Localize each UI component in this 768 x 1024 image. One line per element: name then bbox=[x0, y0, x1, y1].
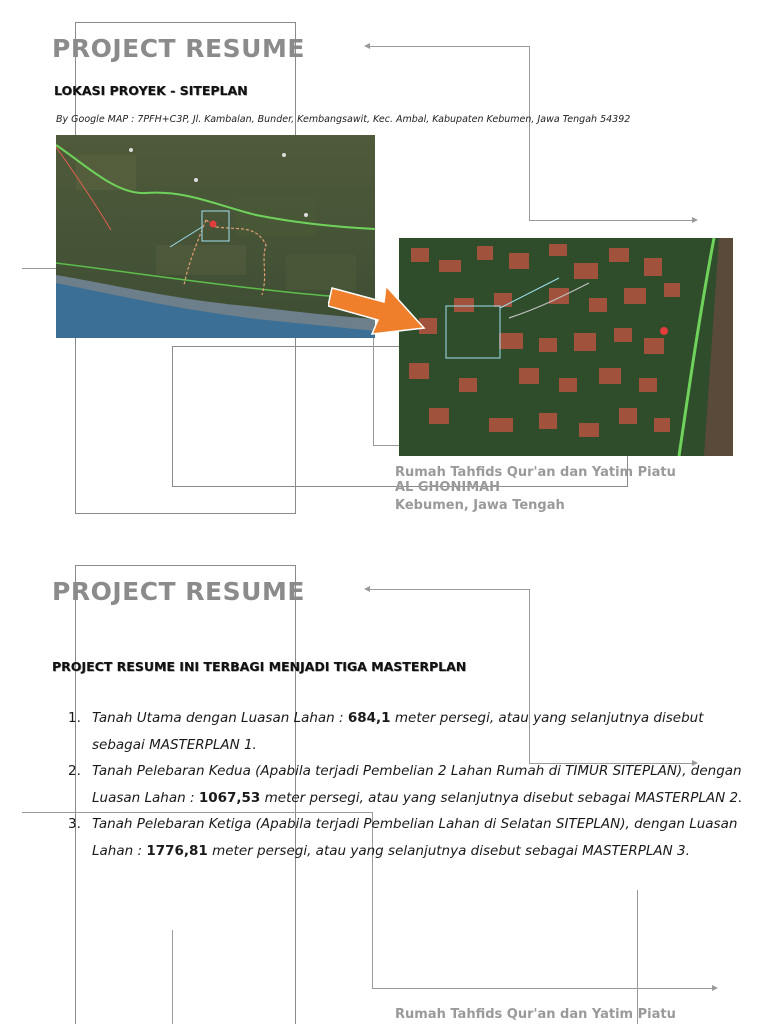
decor-line bbox=[370, 46, 530, 47]
site-location-pin bbox=[210, 221, 217, 228]
list-item-text: Tanah Utama dengan Luasan Lahan : bbox=[92, 710, 348, 726]
decor-line bbox=[373, 445, 399, 446]
list-item-number: 3. bbox=[68, 816, 81, 832]
place-marker bbox=[129, 148, 133, 152]
place-marker bbox=[194, 178, 198, 182]
land-area-value: 684,1 bbox=[347, 710, 391, 726]
caption-line-2: AL GHONIMAH bbox=[395, 480, 501, 495]
map-source-text: By Google MAP : 7PFH+C3P, Jl. Kambalan, Bunder, Kembangsawit, Kec. Ambal, Kabupaten Kebumen, Jawa Tengah 54392 bbox=[56, 114, 631, 125]
list-item bbox=[66, 811, 746, 864]
place-marker bbox=[282, 153, 286, 157]
local-map-svg bbox=[399, 238, 733, 456]
section-subtitle: LOKASI PROYEK - SITEPLAN bbox=[54, 83, 248, 98]
caption-line-3: Kebumen, Jawa Tengah bbox=[395, 498, 565, 513]
decor-line bbox=[172, 930, 173, 1024]
orange-arrow-icon bbox=[328, 268, 428, 338]
decor-line bbox=[372, 988, 712, 989]
decor-line bbox=[529, 46, 530, 221]
page-title: PROJECT RESUME bbox=[52, 577, 305, 606]
list-item-text: Tanah Pelebaran Ketiga (Apabila terjadi Pembelian Lahan di Selatan SITEPLAN), dengan Luasan Lahan : bbox=[92, 816, 738, 859]
decor-arrowhead bbox=[364, 586, 370, 592]
decor-line bbox=[370, 589, 530, 590]
page-title: PROJECT RESUME bbox=[52, 34, 305, 63]
decor-line bbox=[637, 890, 638, 1024]
list-item-text: meter persegi, atau yang selanjutnya disebut sebagai MASTERPLAN 3. bbox=[207, 842, 690, 859]
list-item bbox=[66, 705, 746, 758]
land-area-value: 1776,81 bbox=[146, 842, 208, 859]
list-item-number: 2. bbox=[68, 763, 81, 779]
local-satellite-map bbox=[399, 238, 733, 456]
decor-line bbox=[22, 268, 56, 269]
decor-line bbox=[529, 220, 694, 221]
terrain-patch bbox=[156, 245, 246, 275]
list-item-text: meter persegi, atau yang selanjutnya disebut sebagai MASTERPLAN 1. bbox=[92, 710, 704, 753]
land-area-value: 1067,53 bbox=[198, 789, 261, 806]
list-item-number: 1. bbox=[68, 710, 81, 726]
decor-line bbox=[373, 338, 374, 446]
project-caption: Rumah Tahfids Qur'an dan Yatim Piatu bbox=[395, 1007, 676, 1022]
decor-arrowhead bbox=[364, 43, 370, 49]
project-caption bbox=[395, 464, 676, 515]
place-marker bbox=[304, 213, 308, 217]
list-item bbox=[66, 758, 746, 811]
list-item-text: Tanah Pelebaran Kedua (Apabila terjadi Pembelian 2 Lahan Rumah di TIMUR SITEPLAN), dengan Luasan Lahan : bbox=[92, 763, 742, 806]
decor-arrowhead bbox=[712, 985, 718, 991]
list-item-text: meter persegi, atau yang selanjutnya disebut sebagai MASTERPLAN 2. bbox=[260, 789, 743, 806]
caption-line-1: Rumah Tahfids Qur'an dan Yatim Piatu bbox=[395, 465, 676, 480]
decor-arrowhead bbox=[692, 217, 698, 223]
masterplan-list bbox=[66, 705, 746, 864]
section-subtitle: PROJECT RESUME INI TERBAGI MENJADI TIGA MASTERPLAN bbox=[52, 659, 467, 674]
terrain-patch bbox=[76, 155, 136, 190]
site-location-pin bbox=[660, 327, 668, 335]
